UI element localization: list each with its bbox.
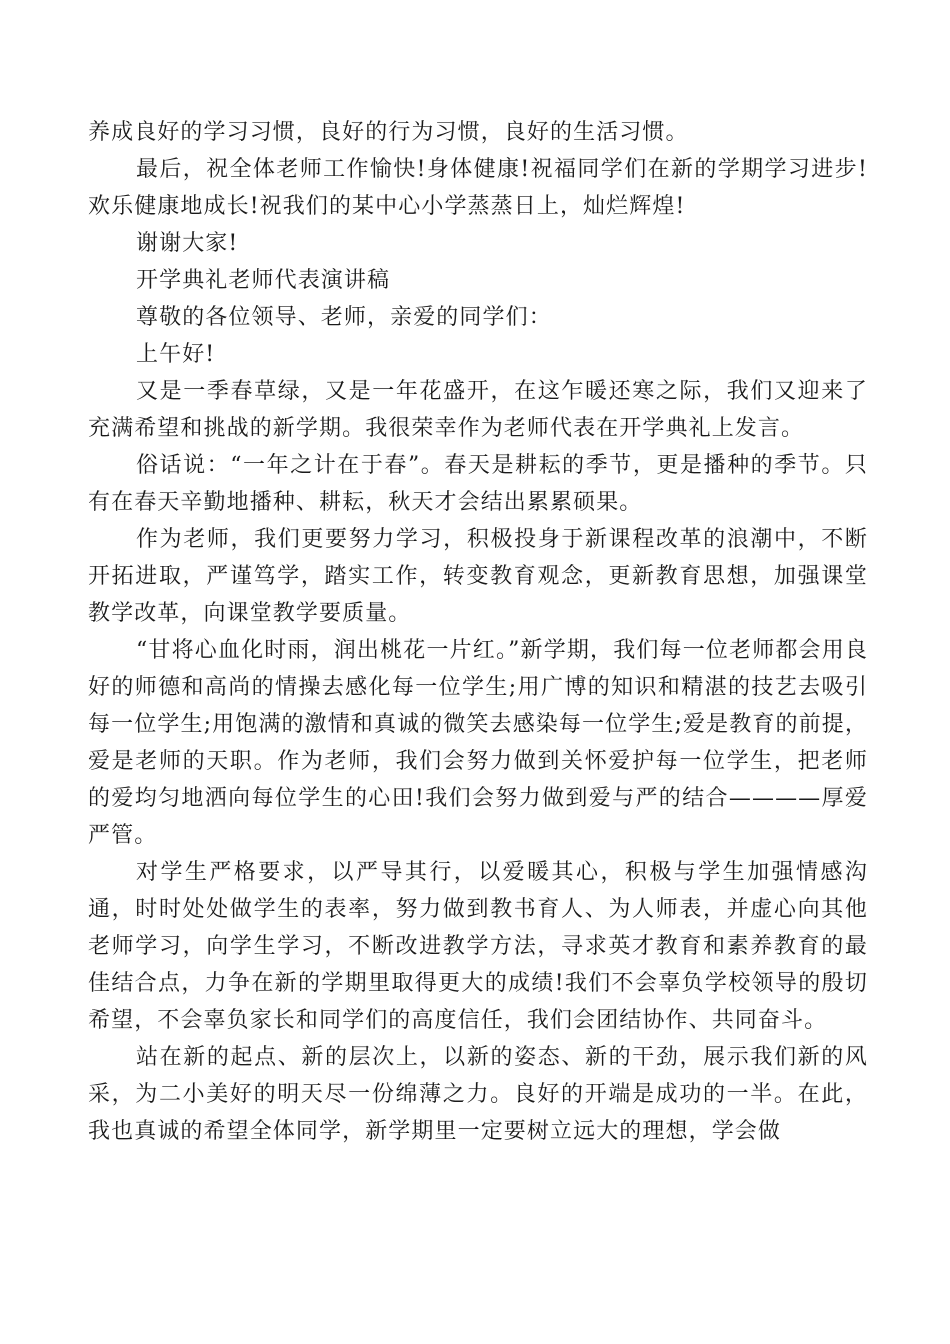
paragraph-thanks: 谢谢大家! (136, 231, 239, 256)
paragraph-proverb: 俗话说：“一年之计在于春”。春天是耕耘的季节，更是播种的季节。只有在春天辛勤地播种、耕耘，秋天才会结出累累硕果。 (88, 453, 868, 515)
paragraph-salutation: 尊敬的各位领导、老师，亲爱的同学们： (136, 305, 552, 330)
document-body (88, 114, 868, 1150)
paragraph-closing-wishes: 最后，祝全体老师工作愉快!身体健康!祝福同学们在新的学期学习进步!欢乐健康地成长!祝我们的某中心小学蒸蒸日上，灿烂辉煌! (88, 157, 868, 219)
paragraph-new-semester: 又是一季春草绿，又是一年花盛开，在这乍暖还寒之际，我们又迎来了充满希望和挑战的新学期。我很荣幸作为老师代表在开学典礼上发言。 (88, 379, 868, 441)
speech-title: 开学典礼老师代表演讲稿 (136, 268, 391, 293)
paragraph-new-starting-point: 站在新的起点、新的层次上，以新的姿态、新的干劲，展示我们新的风采，为二小美好的明天尽一份绵薄之力。良好的开端是成功的一半。在此，我也真诚的希望全体同学，新学期里一定要树立远大的理想，学会做 (88, 1045, 868, 1144)
paragraph-greeting: 上午好! (136, 342, 216, 367)
paragraph-strict-requirements: 对学生严格要求，以严导其行，以爱暖其心，积极与学生加强情感沟通，时时处处做学生的表率，努力做到教书育人、为人师表，并虚心向其他老师学习，向学生学习，不断改进教学方法，寻求英才教育和素养教育的最佳结合点，力争在新的学期里取得更大的成绩!我们不会辜负学校领导的殷切希望，不会辜负家长和同学们的高度信任，我们会团结协作、共同奋斗。 (88, 860, 868, 1033)
paragraph-habits: 养成良好的学习习惯，良好的行为习惯，良好的生活习惯。 (88, 120, 689, 145)
paragraph-love-education: “甘将心血化时雨，润出桃花一片红。”新学期，我们每一位老师都会用良好的师德和高尚的情操去感化每一位学生;用广博的知识和精湛的技艺去吸引每一位学生;用饱满的激情和真诚的微笑去感染每一位学生;爱是教育的前提，爱是老师的天职。作为老师，我们会努力做到关怀爱护每一位学生，把老师的爱均匀地洒向每位学生的心田!我们会努力做到爱与严的结合————厚爱严管。 (88, 638, 868, 848)
paragraph-as-teachers: 作为老师，我们更要努力学习，积极投身于新课程改革的浪潮中，不断开拓进取，严谨笃学，踏实工作，转变教育观念，更新教育思想，加强课堂教学改革，向课堂教学要质量。 (88, 527, 868, 626)
